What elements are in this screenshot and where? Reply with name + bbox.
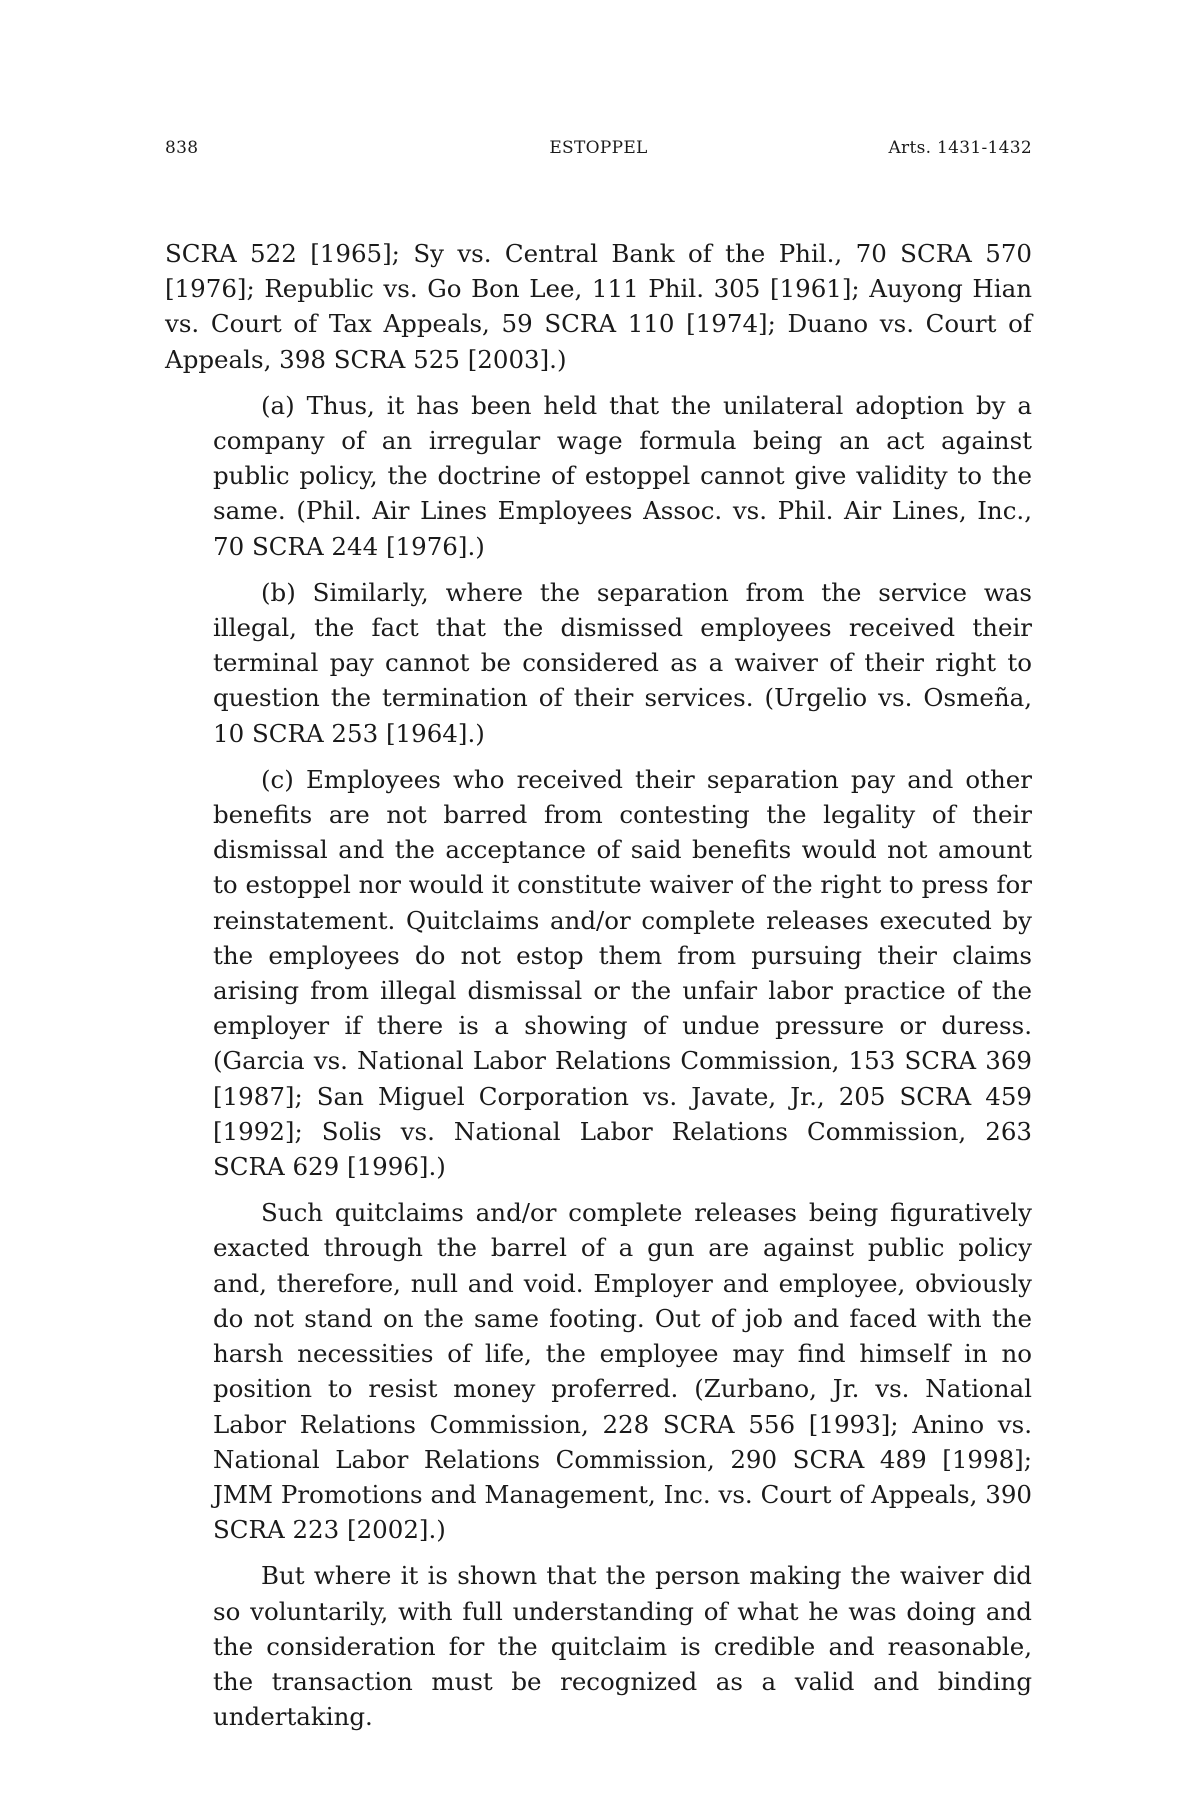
paragraph-quitclaims: Such quitclaims and/or complete releases being figuratively exacted through the barrel of a gun are against public policy and, therefore, null and void. Employer and employee, obviously do not stand on the same footing. Out of job and faced with the harsh necessities of life, the employee may find himself in no position to resist money proferred. (Zurbano, Jr. vs. National Labor Relations Commission, 228 SCRA 556 [1993]; Anino vs. National Labor Relations Commission, 290 SCRA 489 [1998]; JMM Promotions and Management, Inc. vs. Court of Appeals, 390 SCRA 223 [2002].): [213, 1198, 1032, 1545]
paragraph-b: (b) Similarly, where the separation from the service was illegal, the fact that the dismissed employees received their terminal pay cannot be considered as a waiver of their right to question the termination of their services. (Urgelio vs. Osmeña, 10 SCRA 253 [1964].): [213, 577, 1032, 748]
running-title: ESTOPPEL: [549, 138, 648, 158]
body-text: [165, 236, 1032, 1745]
article-reference: Arts. 1431-1432: [888, 138, 1032, 158]
continuation-paragraph: SCRA 522 [1965]; Sy vs. Central Bank of the Phil., 70 SCRA 570 [1976]; Republic vs. Go Bon Lee, 111 Phil. 305 [1961]; Auyong Hian vs. Court of Tax Appeals, 59 SCRA 110 [1974]; Duano vs. Court of Appeals, 398 SCRA 525 [2003].): [165, 239, 1032, 374]
page-number: 838: [165, 138, 199, 158]
page-header: [165, 138, 1032, 166]
paragraph-voluntary-waiver: But where it is shown that the person making the waiver did so voluntarily, with full understanding of what he was doing and the consideration for the quitclaim is credible and reasonable, the transaction must be recognized as a valid and binding undertaking.: [213, 1561, 1032, 1732]
paragraph-a: (a) Thus, it has been held that the unilateral adoption by a company of an irregular wage formula being an act against public policy, the doctrine of estoppel cannot give validity to the same. (Phil. Air Lines Employees Assoc. vs. Phil. Air Lines, Inc., 70 SCRA 244 [1976].): [213, 390, 1032, 561]
paragraph-c: (c) Employees who received their separation pay and other benefits are not barred from contesting the legality of their dismissal and the acceptance of said benefits would not amount to estoppel nor would it constitute waiver of the right to press for reinstatement. Quitclaims and/or complete releases executed by the employees do not estop them from pursuing their claims arising from illegal dismissal or the unfair labor practice of the employer if there is a showing of undue pressure or duress. (Garcia vs. National Labor Relations Commission, 153 SCRA 369 [1987]; San Miguel Corporation vs. Javate, Jr., 205 SCRA 459 [1992]; Solis vs. National Labor Relations Commission, 263 SCRA 629 [1996].): [213, 764, 1032, 1182]
